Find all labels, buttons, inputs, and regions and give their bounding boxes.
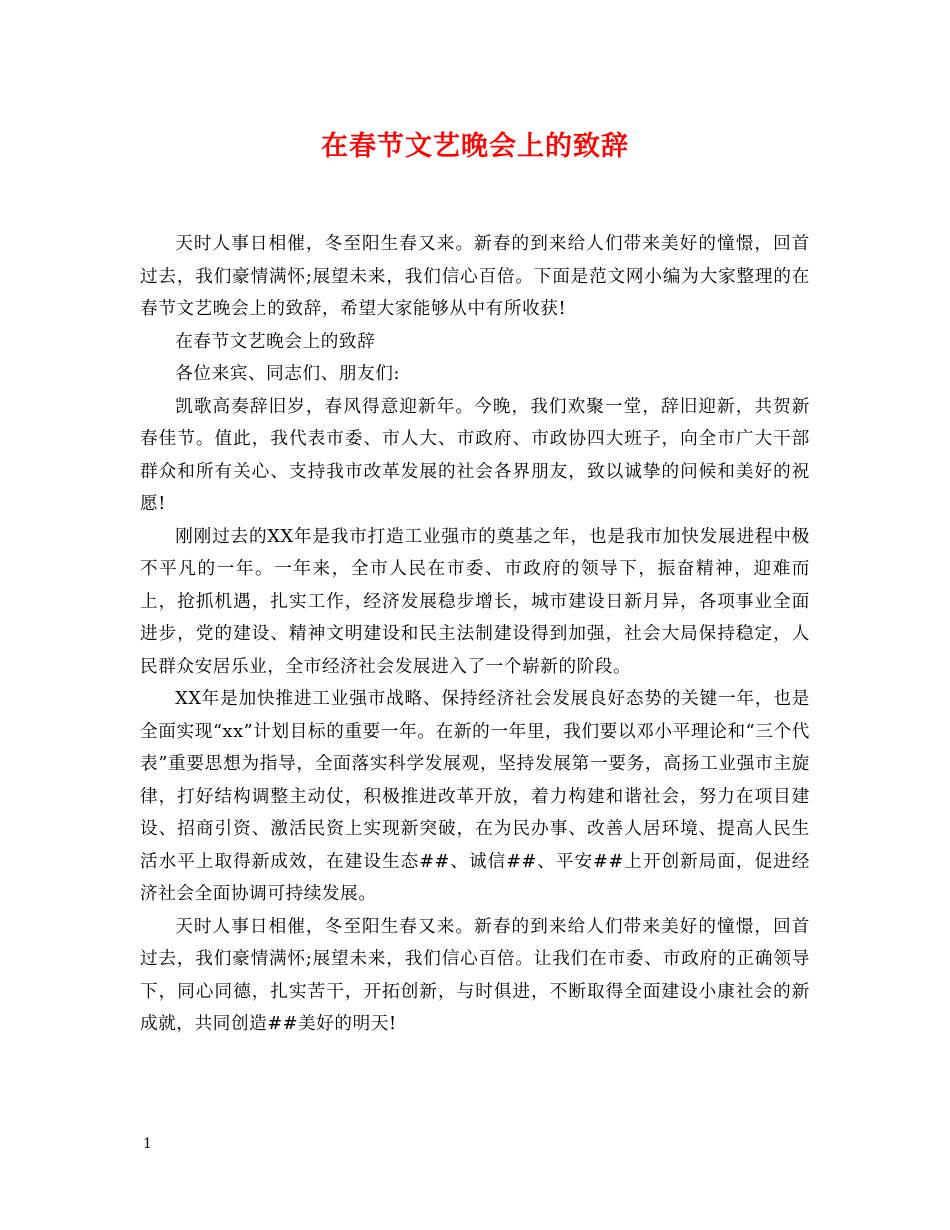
paragraph-greeting: 凯歌高奏辞旧岁，春风得意迎新年。今晚，我们欢聚一堂，辞旧迎新，共贺新春佳节。值此，我代表市委、市人大、市政府、市政协四大班子，向全市广大干部群众和所有关心、支持我市改革发展的社会各界朋友，致以诚挚的问候和美好的祝愿! [140, 396, 810, 514]
page-number: 1 [143, 1136, 152, 1152]
document-body [140, 228, 810, 1041]
paragraph-review: 刚刚过去的XX年是我市打造工业强市的奠基之年，也是我市加快发展进程中极不平凡的一年。一年来，全市人民在市委、市政府的领导下，振奋精神，迎难而上，抢抓机遇，扎实工作，经济发展稳步增长，城市建设日新月异，各项事业全面进步，党的建设、精神文明建设和民主法制建设得到加强，社会大局保持稳定，人民群众安居乐业，全市经济社会发展进入了一个崭新的阶段。 [140, 526, 810, 677]
paragraph-subtitle: 在春节文艺晚会上的致辞 [175, 331, 376, 352]
paragraph-intro: 天时人事日相催，冬至阳生春又来。新春的到来给人们带来美好的憧憬，回首过去，我们豪情满怀;展望未来，我们信心百倍。下面是范文网小编为大家整理的在春节文艺晚会上的致辞，希望大家能够从中有所收获! [140, 234, 810, 319]
paragraph-salutation: 各位来宾、同志们、朋友们: [175, 364, 401, 384]
document-title: 在春节文艺晚会上的致辞 [321, 131, 629, 162]
paragraph-closing: 天时人事日相催，冬至阳生春又来。新春的到来给人们带来美好的憧憬，回首过去，我们豪情满怀;展望未来，我们信心百倍。让我们在市委、市政府的正确领导下，同心同德，扎实苦干，开拓创新，与时俱进，不断取得全面建设小康社会的新成就，共同创造##美好的明天! [140, 916, 810, 1034]
paragraph-outlook: XX年是加快推进工业强市战略、保持经济社会发展良好态势的关键一年，也是全面实现“xx”计划目标的重要一年。在新的一年里，我们要以邓小平理论和“三个代表”重要思想为指导，全面落实科学发展观，坚持发展第一要务，高扬工业强市主旋律，打好结构调整主动仗，积极推进改革开放，着力构建和谐社会，努力在项目建设、招商引资、激活民资上实现新突破，在为民办事、改善人居环境、提高人民生活水平上取得新成效，在建设生态##、诚信##、平安##上开创新局面，促进经济社会全面协调可持续发展。 [140, 689, 810, 904]
